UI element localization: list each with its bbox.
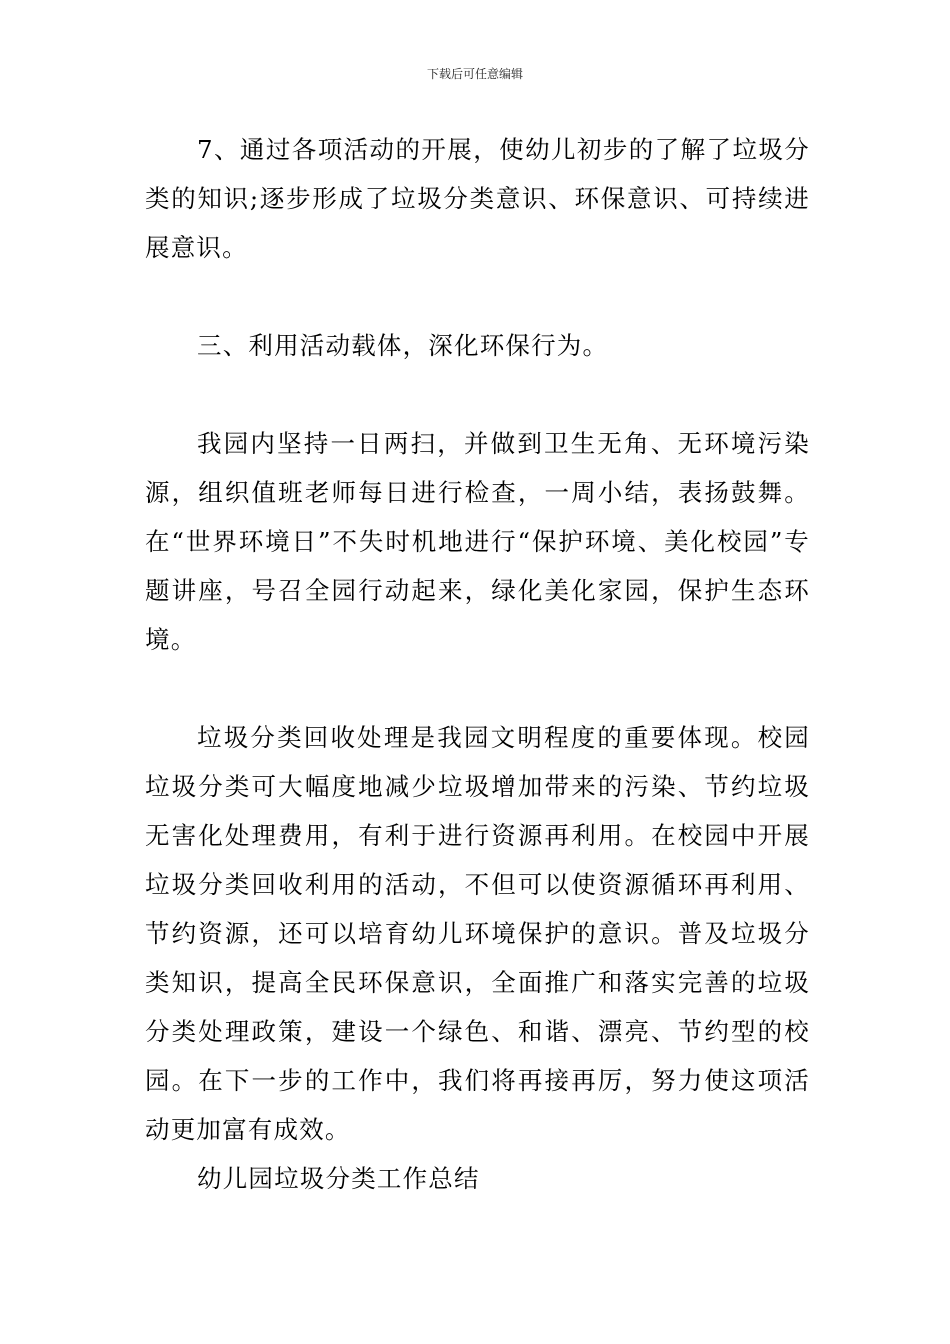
document-body: [145, 125, 810, 1203]
paragraph-recycling-importance: 垃圾分类回收处理是我园文明程度的重要体现。校园垃圾分类可大幅度地减少垃圾增加带来的污染、节约垃圾无害化处理费用，有利于进行资源再利用。在校园中开展垃圾分类回收利用的活动，不但可以使资源循环再利用、节约资源，还可以培育幼儿环境保护的意识。普及垃圾分类知识，提高全民环保意识，全面推广和落实完善的垃圾分类处理政策，建设一个绿色、和谐、漂亮、节约型的校园。在下一步的工作中，我们将再接再厉，努力使这项活动更加富有成效。: [145, 723, 810, 1144]
page-header: 下载后可任意编辑: [426, 67, 523, 81]
paragraph-activities-result: 7、通过各项活动的开展，使幼儿初步的了解了垃圾分类的知识;逐步形成了垃圾分类意识、环保意识、可持续进展意识。: [145, 135, 810, 262]
document-title-next: 幼儿园垃圾分类工作总结: [197, 1164, 480, 1193]
section-heading-three: 三、利用活动载体，深化环保行为。: [197, 331, 609, 360]
paragraph-cleaning-routine: 我园内坚持一日两扫，并做到卫生无角、无环境污染源，组织值班老师每日进行检查，一周小结，表扬鼓舞。在“世界环境日”不失时机地进行“保护环境、美化校园”专题讲座，号召全园行动起来，绿化美化家园，保护生态环境。: [145, 429, 810, 654]
